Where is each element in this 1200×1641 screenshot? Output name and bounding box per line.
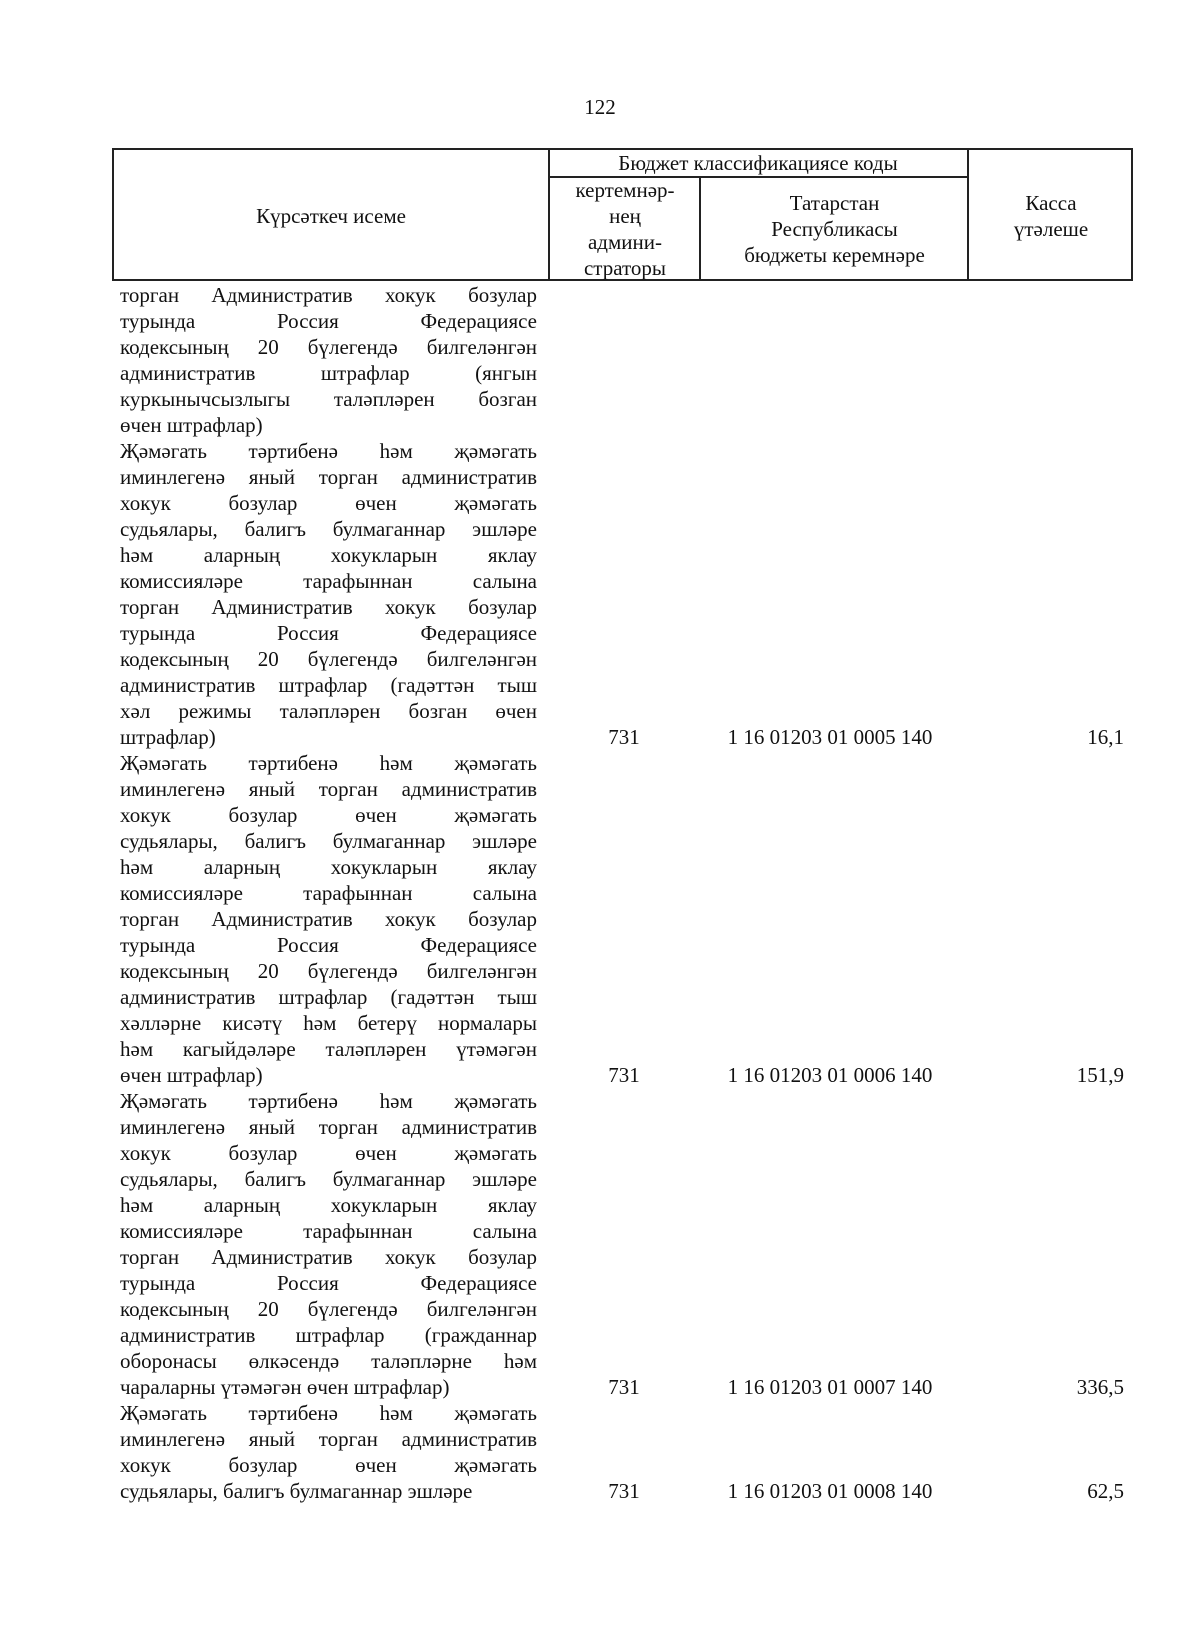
table-row (0, 1088, 1200, 1400)
administrator-code: 731 (608, 1479, 640, 1503)
description-line: чараларны үтәмәгән өчен штрафлар) (120, 1375, 450, 1399)
description-line: турында Россия Федерациясе (120, 1271, 537, 1295)
description-line: судьялары, балигъ булмаганнар эшләре (120, 517, 537, 541)
description-line: иминлегенә яный торган административ (120, 465, 537, 489)
description-line: судьялары, балигъ булмаганнар эшләре (120, 1167, 537, 1191)
cash-execution-amount: 62,5 (1087, 1479, 1124, 1503)
administrator-code: 731 (608, 725, 640, 749)
header-administrators: кертемнәр- нең админи- страторы (575, 177, 675, 280)
description-line: турында Россия Федерациясе (120, 621, 537, 645)
description-line: турында Россия Федерациясе (120, 933, 537, 957)
header-indicator: Күрсәткеч исеме (256, 203, 406, 228)
description-line: оборонасы өлкәсендә таләпләрне һәм (120, 1349, 537, 1373)
description-line: кодексының 20 бүлегендә билгеләнгән (120, 1297, 537, 1321)
indicator-description (120, 1088, 537, 1400)
description-line: һәм кагыйдәләре таләпләрен үтәмәгән (120, 1037, 537, 1061)
description-line: штрафлар) (120, 725, 216, 749)
description-line: комиссияләре тарафыннан салына (120, 1219, 537, 1243)
budget-revenue-code: 1 16 01203 01 0006 140 (727, 1063, 933, 1087)
description-line: хәл режимы таләпләрен бозган өчен (120, 699, 537, 723)
page-number: 122 (584, 95, 616, 119)
description-line: Җәмәгать тәртибенә һәм җәмәгать (120, 751, 537, 775)
indicator-description (120, 282, 537, 438)
description-line: хокук бозулар өчен җәмәгать (120, 1453, 537, 1477)
cash-execution-amount: 336,5 (1076, 1375, 1124, 1399)
budget-revenue-code: 1 16 01203 01 0005 140 (727, 725, 933, 749)
description-line: торган Административ хокук бозулар (120, 283, 537, 307)
cash-execution-amount: 16,1 (1087, 725, 1124, 749)
description-line: Җәмәгать тәртибенә һәм җәмәгать (120, 439, 537, 463)
description-line: торган Административ хокук бозулар (120, 1245, 537, 1269)
description-line: кодексының 20 бүлегендә билгеләнгән (120, 959, 537, 983)
description-line: административ штрафлар (гадәттән тыш (120, 673, 537, 697)
header-cash: Касса үтәлеше (1013, 190, 1089, 241)
description-line: хокук бозулар өчен җәмәгать (120, 1141, 537, 1165)
description-line: судьялары, балигъ булмаганнар эшләре (120, 829, 537, 853)
description-line: һәм аларның хокукларын яклау (120, 855, 537, 879)
description-line: һәм аларның хокукларын яклау (120, 543, 537, 567)
administrator-code: 731 (608, 1375, 640, 1399)
administrator-code: 731 (608, 1063, 640, 1087)
description-line: административ штрафлар (гражданнар (120, 1323, 537, 1347)
description-line: административ штрафлар (янгын (120, 361, 537, 385)
indicator-description (120, 438, 537, 750)
description-line: иминлегенә яный торган административ (120, 1115, 537, 1139)
budget-revenue-code: 1 16 01203 01 0008 140 (727, 1479, 933, 1503)
description-line: иминлегенә яный торган административ (120, 1427, 537, 1451)
header-revenues: Татарстан Республикасы бюджеты керемнәре (744, 190, 925, 267)
description-line: кодексының 20 бүлегендә билгеләнгән (120, 647, 537, 671)
description-line: комиссияләре тарафыннан салына (120, 881, 537, 905)
description-line: өчен штрафлар) (120, 413, 263, 437)
description-line: хокук бозулар өчен җәмәгать (120, 491, 537, 515)
description-line: Җәмәгать тәртибенә һәм җәмәгать (120, 1401, 537, 1425)
description-line: комиссияләре тарафыннан салына (120, 569, 537, 593)
description-line: хәлләрне кисәтү һәм бетерү нормалары (120, 1011, 537, 1035)
indicator-description (120, 1400, 537, 1504)
description-line: куркынычсызлыгы таләпләрен бозган (120, 387, 537, 411)
description-line: турында Россия Федерациясе (120, 309, 537, 333)
table-row (0, 438, 1200, 750)
indicator-description (120, 750, 537, 1088)
cash-execution-amount: 151,9 (1076, 1063, 1124, 1087)
description-line: һәм аларның хокукларын яклау (120, 1193, 537, 1217)
budget-revenue-code: 1 16 01203 01 0007 140 (727, 1375, 933, 1399)
description-line: административ штрафлар (гадәттән тыш (120, 985, 537, 1009)
table-row (0, 750, 1200, 1088)
description-line: хокук бозулар өчен җәмәгать (120, 803, 537, 827)
description-line: торган Административ хокук бозулар (120, 907, 537, 931)
description-line: кодексының 20 бүлегендә билгеләнгән (120, 335, 537, 359)
description-line: өчен штрафлар) (120, 1063, 263, 1087)
table-row (0, 282, 1200, 438)
description-line: судьялары, балигъ булмаганнар эшләре (120, 1479, 473, 1503)
table-row (0, 1400, 1200, 1504)
description-line: Җәмәгать тәртибенә һәм җәмәгать (120, 1089, 537, 1113)
header-budget-code-group: Бюджет классификациясе коды (618, 151, 898, 175)
description-line: торган Административ хокук бозулар (120, 595, 537, 619)
description-line: иминлегенә яный торган административ (120, 777, 537, 801)
table-header (112, 148, 1133, 281)
